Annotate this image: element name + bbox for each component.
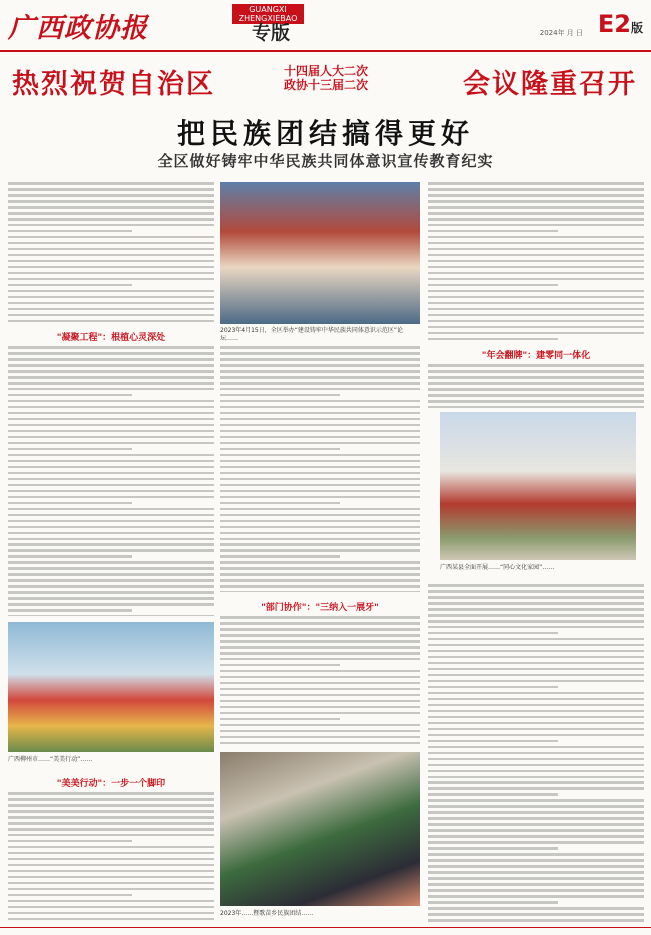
headline-mid: 十四届人大二次 政协十三届二次 (284, 64, 369, 92)
body-text (428, 182, 644, 344)
section-head-3: "年会翻牌"：建零同一体化 (481, 351, 591, 361)
body-text (428, 364, 644, 408)
body-text (220, 346, 420, 592)
photo-main (220, 182, 420, 324)
column-3b (428, 344, 644, 408)
edition-num: E2 (597, 10, 631, 38)
column-1 (8, 182, 214, 322)
column-2b (220, 596, 420, 746)
body-text (8, 792, 214, 924)
section-head-1: "凝聚工程"：根植心灵深处 (56, 333, 166, 343)
caption-1: 2023年4月15日，全区举办“建设铸牢中华民族共同体意识示范区”论坛…… (220, 327, 403, 342)
caption-2: 广西柳州市……“美美行动”…… (8, 756, 93, 763)
caption-3: 广西某县全面开展……“同心文化家园”…… (440, 564, 555, 571)
photo-2 (220, 752, 420, 906)
body-text (220, 616, 420, 746)
column-3 (428, 182, 644, 344)
masthead (0, 0, 651, 52)
photo-3 (440, 412, 636, 560)
column-3c (428, 584, 644, 922)
edition (598, 10, 643, 38)
body-text (428, 584, 644, 922)
logo: 广西政协报 (8, 13, 148, 44)
footer-rule (0, 927, 651, 935)
main-title: 把民族团结搞得更好 (176, 117, 474, 150)
section-label: 专版 (252, 22, 291, 44)
photo-1 (8, 622, 214, 752)
subtitle: 全区做好铸牢中华民族共同体意识宣传教育纪实 (157, 152, 494, 170)
column-1c (8, 772, 214, 924)
date: 2024年 月 日 (539, 29, 583, 37)
edition-suffix: 版 (630, 21, 643, 35)
pinyin: GUANGXI ZHENGXIEBAO (232, 4, 304, 24)
section-head-2: "部门协作"："三纳入一展牙" (261, 603, 379, 613)
column-2 (220, 346, 420, 592)
body-text (8, 346, 214, 616)
headline-right: 会议隆重召开 (463, 69, 637, 100)
section-head-4: "美美行动"：一步一个脚印 (56, 779, 166, 789)
column-1b (8, 326, 214, 616)
headline-left: 热烈祝贺自治区 (12, 69, 215, 100)
caption-4: 2023年……暨歌苗乡民族团结…… (220, 910, 314, 917)
body-text (8, 182, 214, 322)
